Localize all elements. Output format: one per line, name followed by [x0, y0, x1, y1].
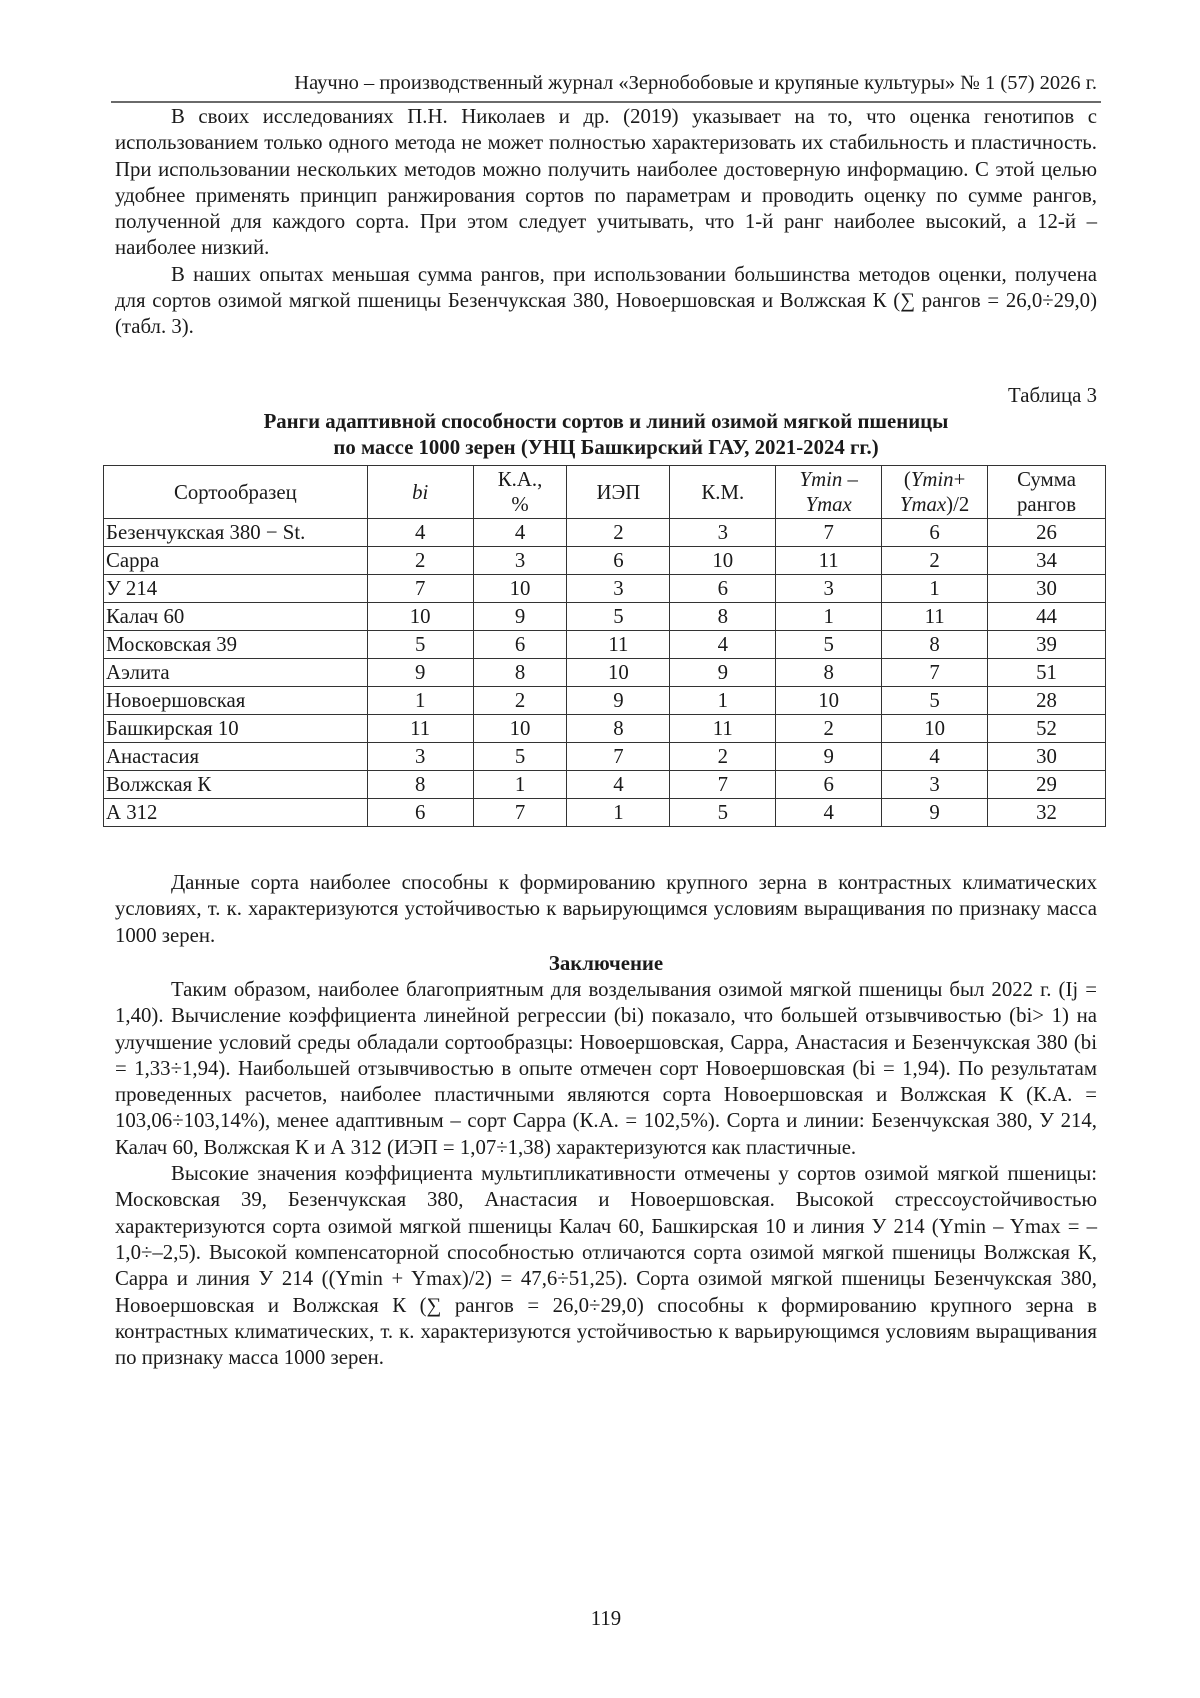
cell-km: 8 [670, 603, 776, 631]
cell-bi: 11 [367, 715, 473, 743]
cell-name: У 214 [104, 575, 368, 603]
cell-bi: 5 [367, 631, 473, 659]
cell-sum: 51 [988, 659, 1106, 687]
cell-bi: 8 [367, 771, 473, 799]
cell-name: А 312 [104, 799, 368, 827]
table-body [104, 519, 1106, 827]
header-line: Ymin – [799, 468, 858, 491]
header-part: Ymax [899, 493, 947, 516]
cell-km: 11 [670, 715, 776, 743]
running-header: Научно – производственный журнал «Зернобобовые и крупяные культуры» № 1 (57) 2026 г. [294, 72, 1097, 94]
cell-yavg: 8 [882, 631, 988, 659]
cell-ka: 9 [473, 603, 567, 631]
cell-iep: 1 [567, 799, 670, 827]
cell-iep: 7 [567, 743, 670, 771]
cell-yavg: 7 [882, 659, 988, 687]
col-header-km: К.М. [670, 466, 776, 519]
cell-ka: 1 [473, 771, 567, 799]
table-label: Таблица 3 [1008, 384, 1097, 407]
cell-iep: 6 [567, 547, 670, 575]
header-line: рангов [1017, 493, 1077, 516]
cell-yavg: 9 [882, 799, 988, 827]
cell-ydiff: 1 [776, 603, 882, 631]
col-header-ka [473, 466, 567, 519]
col-header-ymin-ymax [776, 466, 882, 519]
cell-ydiff: 9 [776, 743, 882, 771]
cell-ka: 7 [473, 799, 567, 827]
cell-sum: 28 [988, 687, 1106, 715]
cell-name: Сарра [104, 547, 368, 575]
cell-ydiff: 8 [776, 659, 882, 687]
cell-ydiff: 2 [776, 715, 882, 743]
cell-ka: 4 [473, 519, 567, 547]
header-line: % [511, 493, 529, 516]
cell-bi: 10 [367, 603, 473, 631]
paragraph: Высокие значения коэффициента мультипликативности отмечены у сортов озимой мягкой пшеницы: Московская 39, Безенчукская 380, Анастасия и Новоершовская. Высокой стрессоустойчивостью характеризуются сорта озимой мягкой пшеницы Калач 60, Башкирская 10 и линия У 214 (Ymin – Ymax = –1,0÷–2,5). Высокой компенсаторной способностью отличаются сорта озимой мягкой пшеницы Волжская К, Сарра и линия У 214 ((Ymin + Ymax)/2) = 47,6÷51,25). Сорта озимой мягкой пшеницы Безенчукская 380, Новоершовская и Волжская К (∑ рангов = 26,0÷29,0) способны к формированию крупного зерна в контрастных климатических, т. к. характеризуются устойчивостью к варьирующимся условиям выращивания по признаку масса 1000 зерен. [115, 1162, 1097, 1370]
header-line: К.А., [497, 468, 543, 491]
table-row [104, 715, 1106, 743]
header-part: Ymin [910, 468, 954, 491]
cell-name: Калач 60 [104, 603, 368, 631]
table-row [104, 659, 1106, 687]
cell-sum: 39 [988, 631, 1106, 659]
conclusion-text [115, 977, 1097, 1371]
cell-km: 4 [670, 631, 776, 659]
cell-sum: 30 [988, 575, 1106, 603]
cell-iep: 4 [567, 771, 670, 799]
cell-km: 10 [670, 547, 776, 575]
intro-text [115, 104, 1097, 341]
cell-yavg: 1 [882, 575, 988, 603]
cell-sum: 32 [988, 799, 1106, 827]
cell-bi: 4 [367, 519, 473, 547]
header-part: )/2 [946, 493, 970, 516]
cell-yavg: 6 [882, 519, 988, 547]
cell-iep: 2 [567, 519, 670, 547]
cell-name: Московская 39 [104, 631, 368, 659]
cell-km: 3 [670, 519, 776, 547]
cell-bi: 2 [367, 547, 473, 575]
cell-sum: 29 [988, 771, 1106, 799]
paragraph: Таким образом, наиболее благоприятным для возделывания озимой мягкой пшеницы был 2022 г. (Ij = 1,40). Вычисление коэффициента линейной регрессии (bi) показало, что большей отзывчивостью (bi> 1) на улучшение условий среды обладали сортообразцы: Новоершовская, Сарра, Анастасия и Безенчукская 380 (bi = 1,33÷1,94). Наибольшей отзывчивостью в опыте отмечен сорт Новоершовская (bi = 1,94). По результатам проведенных расчетов, наиболее пластичными являются сорта Новоершовская и Волжская К (К.А. = 103,06÷103,14%), менее адаптивным – сорт Сарра (К.А. = 102,5%). Сорта и линии: Безенчукская 380, У 214, Калач 60, Волжская К и А 312 (ИЭП = 1,07÷1,38) характеризуются как пластичные. [115, 978, 1097, 1159]
cell-ydiff: 7 [776, 519, 882, 547]
table-row [104, 519, 1106, 547]
cell-bi: 3 [367, 743, 473, 771]
cell-iep: 3 [567, 575, 670, 603]
col-header-bi: bi [367, 466, 473, 519]
header-part: + [953, 468, 966, 491]
cell-yavg: 10 [882, 715, 988, 743]
col-header-ymin-plus-ymax [882, 466, 988, 519]
col-header-iep: ИЭП [567, 466, 670, 519]
table-row [104, 743, 1106, 771]
cell-sum: 44 [988, 603, 1106, 631]
table-title [115, 409, 1097, 461]
col-header-variety: Сортообразец [104, 466, 368, 519]
cell-ka: 10 [473, 575, 567, 603]
cell-sum: 52 [988, 715, 1106, 743]
cell-km: 1 [670, 687, 776, 715]
cell-iep: 11 [567, 631, 670, 659]
paragraph: В своих исследованиях П.Н. Николаев и др. (2019) указывает на то, что оценка генотипов с использованием только одного метода не может полностью характеризовать их стабильность и пластичность. При использовании нескольких методов можно получить наиболее достоверную информацию. С этой целью удобнее применять принцип ранжирования сортов по параметрам и проводить оценку по сумме рангов, полученной для каждого сорта. При этом следует учитывать, что 1-й ранг наиболее высокий, а 12-й – наиболее низкий. [115, 105, 1097, 260]
table-row [104, 603, 1106, 631]
cell-iep: 5 [567, 603, 670, 631]
cell-sum: 26 [988, 519, 1106, 547]
cell-bi: 7 [367, 575, 473, 603]
paragraph: В наших опытах меньшая сумма рангов, при использовании большинства методов оценки, получена для сортов озимой мягкой пшеницы Безенчукская 380, Новоершовская и Волжская К (∑ рангов = 26,0÷29,0) (табл. 3). [115, 262, 1097, 339]
header-part: ( [903, 468, 911, 491]
cell-name: Новоершовская [104, 687, 368, 715]
cell-yavg: 5 [882, 687, 988, 715]
table-row [104, 771, 1106, 799]
page-number: 119 [590, 1607, 622, 1630]
conclusion-heading: Заключение [548, 952, 664, 975]
header-divider [111, 101, 1101, 103]
cell-ydiff: 6 [776, 771, 882, 799]
cell-iep: 10 [567, 659, 670, 687]
cell-sum: 34 [988, 547, 1106, 575]
cell-km: 6 [670, 575, 776, 603]
table-row [104, 575, 1106, 603]
cell-ydiff: 4 [776, 799, 882, 827]
table-row [104, 547, 1106, 575]
cell-yavg: 3 [882, 771, 988, 799]
cell-yavg: 11 [882, 603, 988, 631]
cell-ka: 3 [473, 547, 567, 575]
cell-yavg: 2 [882, 547, 988, 575]
cell-ka: 10 [473, 715, 567, 743]
table-title-line: по массе 1000 зерен (УНЦ Башкирский ГАУ, 2021-2024 гг.) [333, 436, 879, 459]
cell-ydiff: 10 [776, 687, 882, 715]
paragraph: Данные сорта наиболее способны к формированию крупного зерна в контрастных климатических условиях, т. к. характеризуются устойчивостью к варьирующимся условиям выращивания по признаку масса 1000 зерен. [115, 871, 1097, 947]
cell-name: Волжская К [104, 771, 368, 799]
cell-iep: 8 [567, 715, 670, 743]
cell-ka: 2 [473, 687, 567, 715]
cell-name: Безенчукская 380 − St. [104, 519, 368, 547]
cell-ka: 8 [473, 659, 567, 687]
cell-name: Анастасия [104, 743, 368, 771]
cell-ydiff: 3 [776, 575, 882, 603]
cell-iep: 9 [567, 687, 670, 715]
ranks-table [103, 465, 1106, 827]
table-header-row [104, 466, 1106, 519]
cell-ydiff: 11 [776, 547, 882, 575]
cell-name: Башкирская 10 [104, 715, 368, 743]
cell-ka: 5 [473, 743, 567, 771]
cell-bi: 9 [367, 659, 473, 687]
header-line: Сумма [1017, 468, 1076, 491]
cell-km: 9 [670, 659, 776, 687]
table-row [104, 631, 1106, 659]
cell-name: Аэлита [104, 659, 368, 687]
cell-bi: 1 [367, 687, 473, 715]
post-table-text [115, 870, 1097, 949]
cell-ydiff: 5 [776, 631, 882, 659]
cell-bi: 6 [367, 799, 473, 827]
cell-km: 5 [670, 799, 776, 827]
header-line: Ymax [805, 493, 852, 516]
cell-yavg: 4 [882, 743, 988, 771]
table-row [104, 687, 1106, 715]
cell-sum: 30 [988, 743, 1106, 771]
table-title-line: Ранги адаптивной способности сортов и линий озимой мягкой пшеницы [263, 410, 949, 433]
cell-km: 2 [670, 743, 776, 771]
col-header-sum [988, 466, 1106, 519]
cell-ka: 6 [473, 631, 567, 659]
table-row [104, 799, 1106, 827]
cell-km: 7 [670, 771, 776, 799]
